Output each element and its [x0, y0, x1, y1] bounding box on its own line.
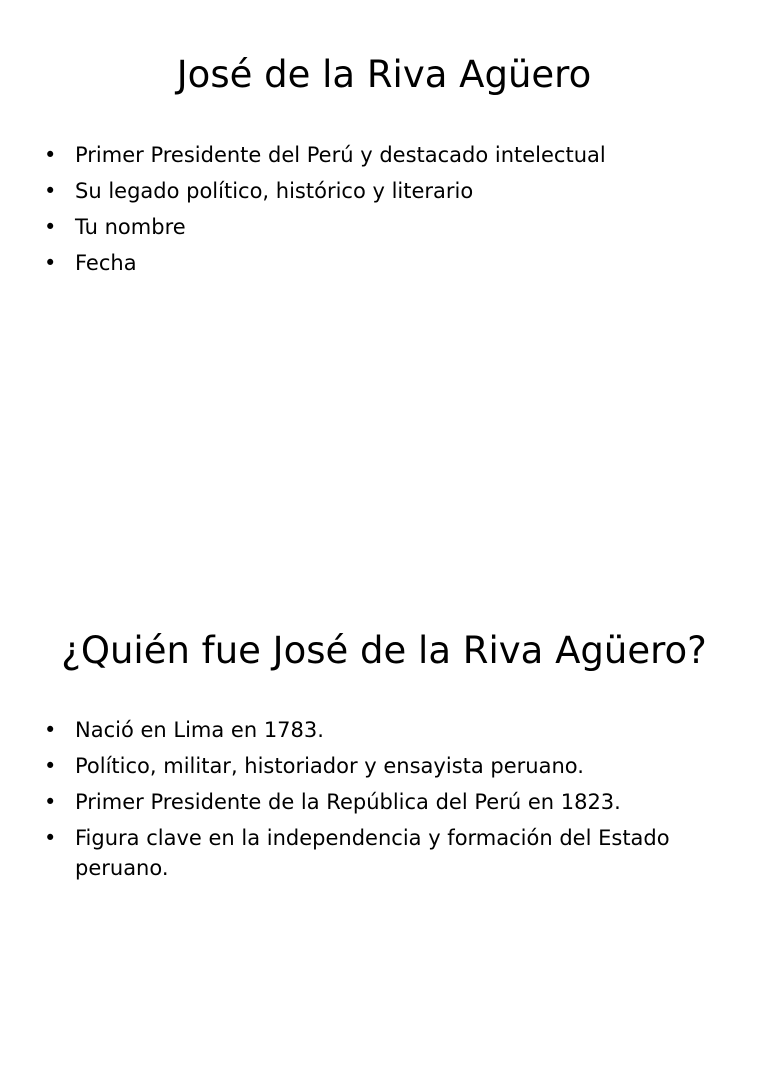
list-item [44, 823, 724, 883]
list-item [44, 751, 724, 781]
bullet-text: Político, militar, historiador y ensayista peruano. [75, 754, 584, 778]
bullet-text: Su legado político, histórico y literario [75, 179, 474, 203]
bullet-text: Tu nombre [75, 215, 186, 239]
list-item [44, 176, 724, 206]
bullet-icon: • [44, 143, 57, 167]
slide-title: José de la Riva Agüero [176, 53, 592, 96]
list-item [44, 140, 724, 170]
list-item [44, 212, 724, 242]
bullet-icon: • [44, 826, 57, 850]
bullet-text: Primer Presidente del Perú y destacado intelectual [75, 143, 606, 167]
bullet-icon: • [44, 215, 57, 239]
bullet-icon: • [44, 718, 57, 742]
bullet-icon: • [44, 754, 57, 778]
bullet-icon: • [44, 179, 57, 203]
list-item [44, 787, 724, 817]
list-item [44, 715, 724, 745]
bullet-text: Figura clave en la independencia y formación del Estado peruano. [75, 826, 670, 880]
bullet-text: Primer Presidente de la República del Perú en 1823. [75, 790, 621, 814]
bullet-icon: • [44, 790, 57, 814]
slide-2 [0, 576, 768, 1088]
bullet-text: Nació en Lima en 1783. [75, 718, 324, 742]
slide-title: ¿Quién fue José de la Riva Agüero? [61, 629, 707, 672]
bullet-text: Fecha [75, 251, 137, 275]
bullet-icon: • [44, 251, 57, 275]
list-item [44, 248, 724, 278]
slide-1 [0, 0, 768, 512]
bullet-list [44, 140, 724, 284]
bullet-list [44, 715, 724, 889]
